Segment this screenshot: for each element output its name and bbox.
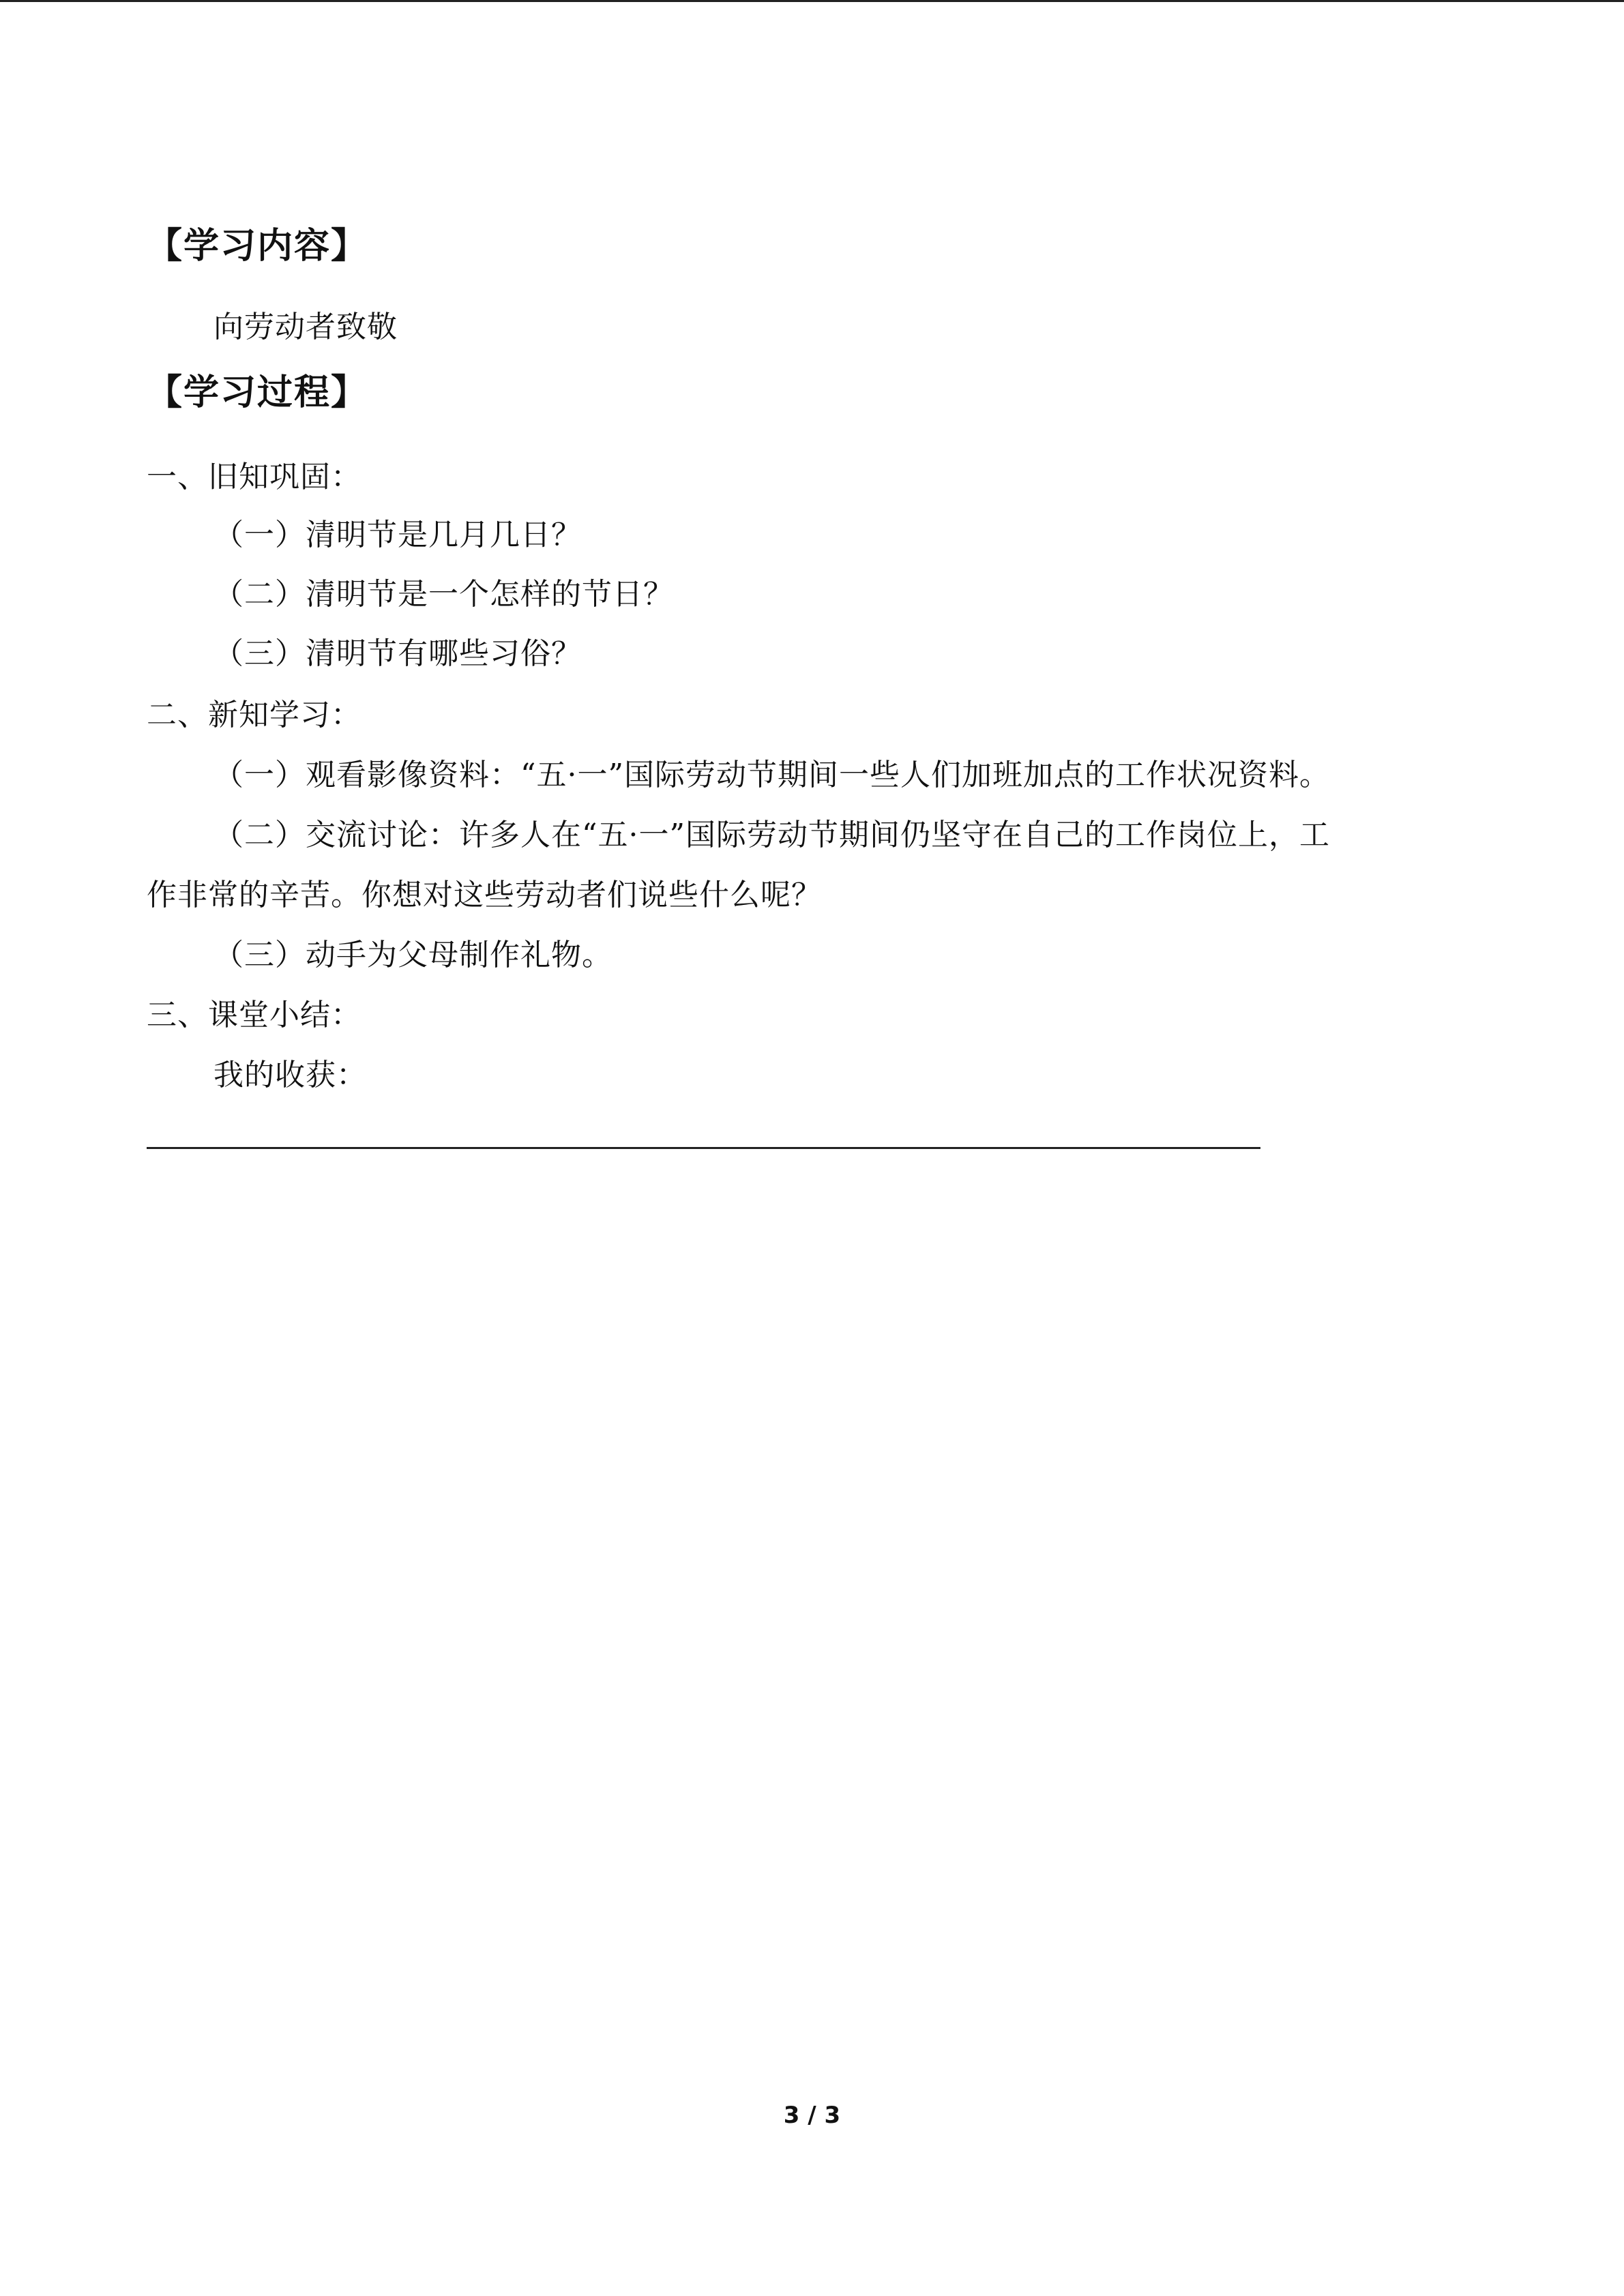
new-learning-item-2-line-1: （二）交流讨论：许多人在“五·一”国际劳动节期间仍坚守在自己的工作岗位上，工: [213, 818, 1330, 852]
review-item-2: （二）清明节是一个怎样的节日？: [213, 577, 674, 612]
section-review-title: 一、旧知巩固：: [147, 460, 361, 494]
section-summary-title: 三、课堂小结：: [147, 998, 361, 1032]
review-item-1: （一）清明节是几月几日？: [213, 518, 582, 552]
summary-harvest-label: 我的收获：: [213, 1058, 367, 1092]
heading-learning-content: 【学习内容】: [147, 226, 368, 267]
new-learning-item-1: （一）观看影像资料：“五·一”国际劳动节期间一些人们加班加点的工作状况资料。: [213, 758, 1330, 792]
review-item-3: （三）清明节有哪些习俗？: [213, 636, 582, 671]
new-learning-item-2-line-2: 作非常的辛苦。你想对这些劳动者们说些什么呢？: [147, 878, 822, 912]
heading-learning-process: 【学习过程】: [147, 372, 368, 413]
section-new-learning-title: 二、新知学习：: [147, 698, 361, 732]
answer-blank-line[interactable]: [147, 1147, 1260, 1149]
page-number: 3 / 3: [783, 2102, 841, 2129]
new-learning-item-3: （三）动手为父母制作礼物。: [213, 938, 612, 972]
learning-content-text: 向劳动者致敬: [213, 310, 398, 344]
